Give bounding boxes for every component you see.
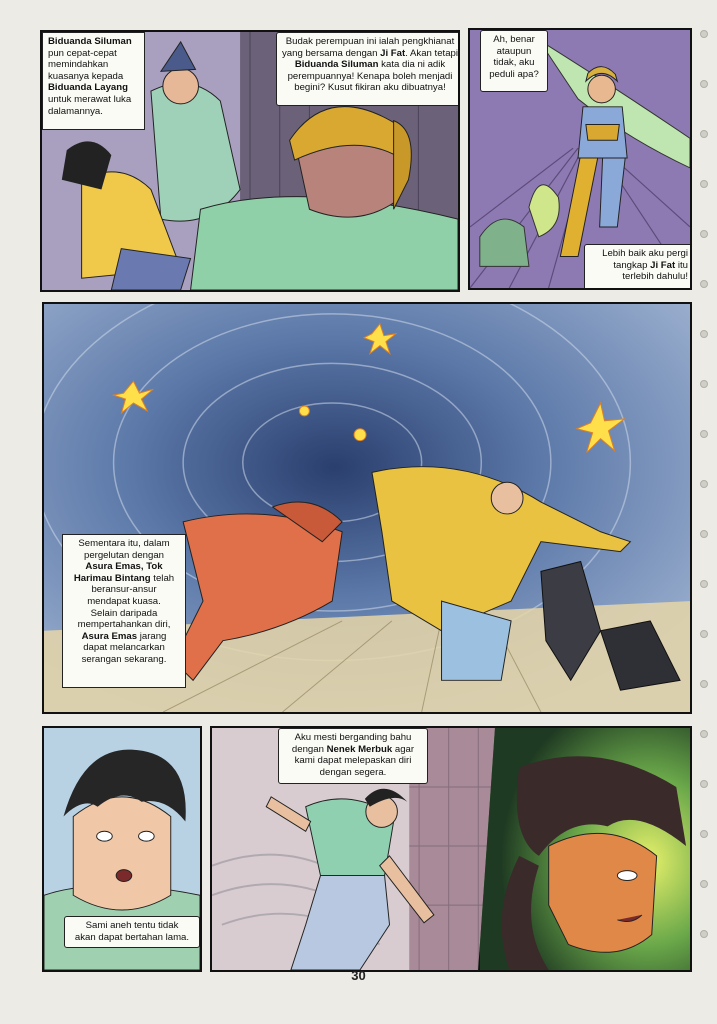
speech-bubble-4: Sami aneh tentu tidak akan dapat bertahan lama.	[64, 916, 200, 948]
binder-holes	[697, 20, 711, 1000]
panel-6	[478, 726, 692, 972]
page-number: 30	[351, 968, 366, 983]
speech-bubble-2a: Ah, benar ataupun tidak, aku peduli apa?	[480, 30, 548, 92]
narration-box-1: Biduanda Siluman pun cepat-cepat memindahkan kuasanya kepada Biduanda Layang untuk merawat luka dalamannya.	[42, 32, 145, 130]
thought-bubble-1: Budak perempuan ini ialah pengkhianat yang bersama dengan Ji Fat. Akan tetapi Biduanda Siluman kata dia ni adik perempuannya! Kenapa boleh menjadi begini? Kusut fikiran aku dibuatnya!	[276, 32, 460, 106]
panel-1	[40, 30, 460, 292]
panel-5	[210, 726, 500, 972]
panel-3	[42, 302, 692, 714]
panel-2	[468, 28, 692, 290]
speech-bubble-2b: Lebih baik aku pergi tangkap Ji Fat itu terlebih dahulu!	[584, 244, 692, 290]
panel-6-art	[480, 728, 690, 970]
speech-bubble-5: Aku mesti berganding bahu dengan Nenek Merbuk agar kami dapat melepaskan diri dengan segera.	[278, 728, 428, 784]
narration-box-3: Sementara itu, dalam pergelutan dengan Asura Emas, Tok Harimau Bintang telah beransur-ansur mendapat kuasa. Selain daripada mempertahankan diri, Asura Emas jarang dapat melancarkan serangan sekarang.	[62, 534, 186, 688]
panel-4	[42, 726, 202, 972]
